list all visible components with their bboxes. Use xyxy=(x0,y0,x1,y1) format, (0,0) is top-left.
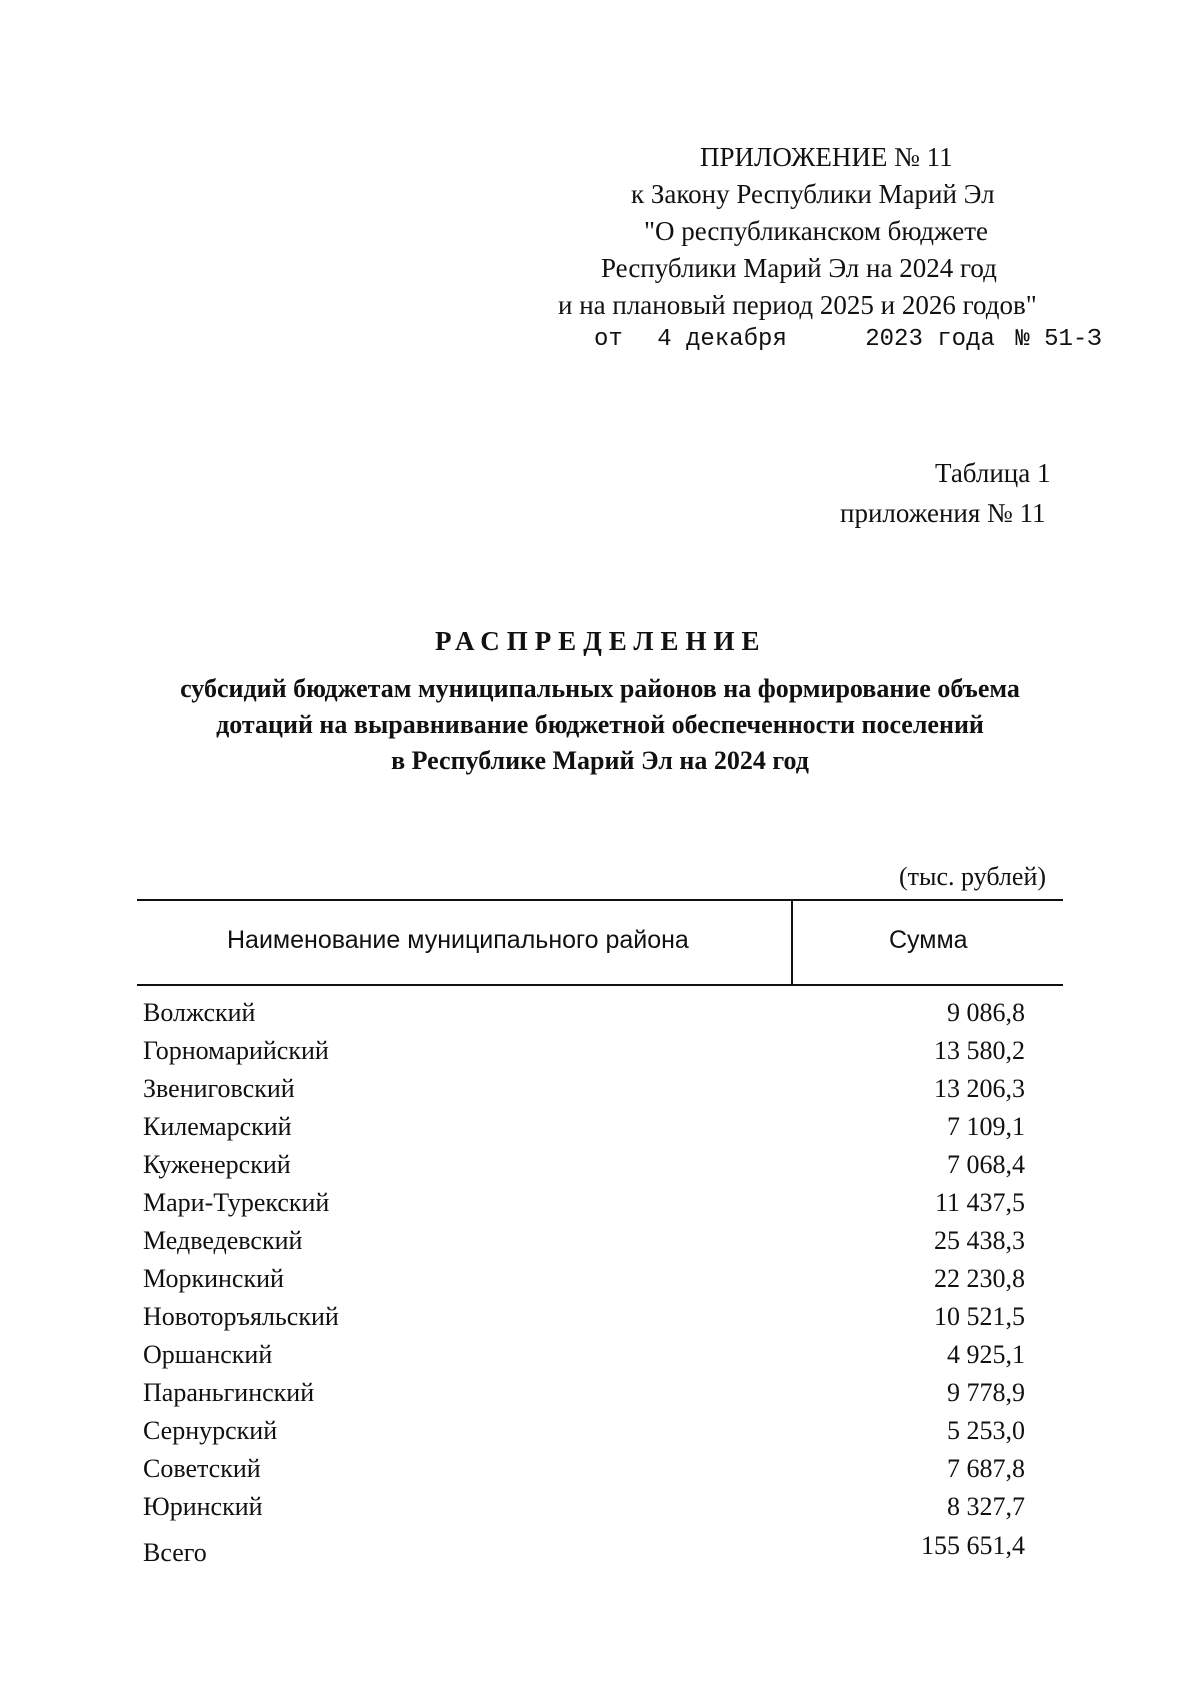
table-row xyxy=(137,1340,1063,1378)
table-row xyxy=(137,1036,1063,1074)
district-name: Мари-Турекский xyxy=(143,1188,330,1217)
column-header-sum: Сумма xyxy=(889,926,968,954)
table-ref-appendix: приложения № 11 xyxy=(840,498,1046,528)
appendix-title: ПРИЛОЖЕНИЕ № 11 xyxy=(700,142,953,172)
district-name: Моркинский xyxy=(143,1264,284,1293)
header-line-republic: Республики Марий Эл на 2024 год xyxy=(601,253,997,283)
table-row xyxy=(137,1074,1063,1112)
district-name: Параньгинский xyxy=(143,1378,315,1407)
district-sum: 7 109,1 xyxy=(947,1112,1025,1141)
district-sum: 13 206,3 xyxy=(934,1074,1025,1103)
district-name: Медведевский xyxy=(143,1226,303,1255)
document-subtitle-line2: дотаций на выравнивание бюджетной обеспеченности поселений xyxy=(216,710,984,739)
table-row xyxy=(137,1150,1063,1188)
table-row xyxy=(137,1112,1063,1150)
district-name: Новоторъяльский xyxy=(143,1302,339,1331)
table-row xyxy=(137,998,1063,1036)
district-sum: 10 521,5 xyxy=(934,1302,1025,1331)
district-sum: 25 438,3 xyxy=(934,1226,1025,1255)
document-subtitle-line1: субсидий бюджетам муниципальных районов на формирование объема xyxy=(180,674,1020,703)
year-part: 2023 года xyxy=(865,326,995,353)
document-title: РАСПРЕДЕЛЕНИЕ xyxy=(435,626,767,656)
units-label: (тыс. рублей) xyxy=(899,862,1047,891)
header-line-law: к Закону Республики Марий Эл xyxy=(631,179,995,209)
table-ref-line: Таблица 1 xyxy=(935,458,1051,488)
table-row xyxy=(137,1188,1063,1226)
table-row xyxy=(137,1226,1063,1264)
table-row xyxy=(137,1492,1063,1530)
district-sum: 9 778,9 xyxy=(947,1378,1025,1407)
column-header-name: Наименование муниципального района xyxy=(227,926,689,954)
district-sum: 9 086,8 xyxy=(947,998,1025,1027)
district-sum: 13 580,2 xyxy=(934,1036,1025,1065)
document-subtitle-line3: в Республике Марий Эл на 2024 год xyxy=(391,746,809,775)
district-sum: 5 253,0 xyxy=(947,1416,1025,1445)
total-label: Всего xyxy=(143,1538,207,1567)
header-line-budget: "О республиканском бюджете xyxy=(644,216,989,246)
table-row xyxy=(137,1378,1063,1416)
district-name: Звениговский xyxy=(143,1074,295,1103)
header-date-line xyxy=(594,326,1102,353)
date-prefix: от xyxy=(594,326,623,353)
district-sum: 22 230,8 xyxy=(934,1264,1025,1293)
district-sum: 11 437,5 xyxy=(934,1188,1025,1217)
table-row xyxy=(137,1454,1063,1492)
table-row xyxy=(137,1264,1063,1302)
district-sum: 7 687,8 xyxy=(947,1454,1025,1483)
date-value: 4 декабря xyxy=(657,326,787,353)
district-sum: 7 068,4 xyxy=(947,1150,1025,1179)
district-name: Советский xyxy=(143,1454,261,1483)
table-row xyxy=(137,1302,1063,1340)
table-column-divider xyxy=(791,899,793,985)
district-name: Юринский xyxy=(143,1492,263,1521)
district-sum: 8 327,7 xyxy=(947,1492,1025,1521)
district-name: Волжский xyxy=(143,998,256,1027)
district-name: Сернурский xyxy=(143,1416,278,1445)
district-name: Оршанский xyxy=(143,1340,273,1369)
district-sum: 4 925,1 xyxy=(947,1340,1025,1369)
table-total-row xyxy=(137,1531,1063,1576)
total-sum: 155 651,4 xyxy=(921,1531,1025,1560)
table-row xyxy=(137,1416,1063,1454)
district-name: Горномарийский xyxy=(143,1036,329,1065)
district-name: Куженерский xyxy=(143,1150,291,1179)
table-header-rule xyxy=(137,984,1063,986)
law-number: № 51-З xyxy=(1015,326,1102,353)
district-name: Килемарский xyxy=(143,1112,292,1141)
table-top-rule xyxy=(137,899,1063,901)
header-line-period: и на плановый период 2025 и 2026 годов" xyxy=(558,290,1037,320)
